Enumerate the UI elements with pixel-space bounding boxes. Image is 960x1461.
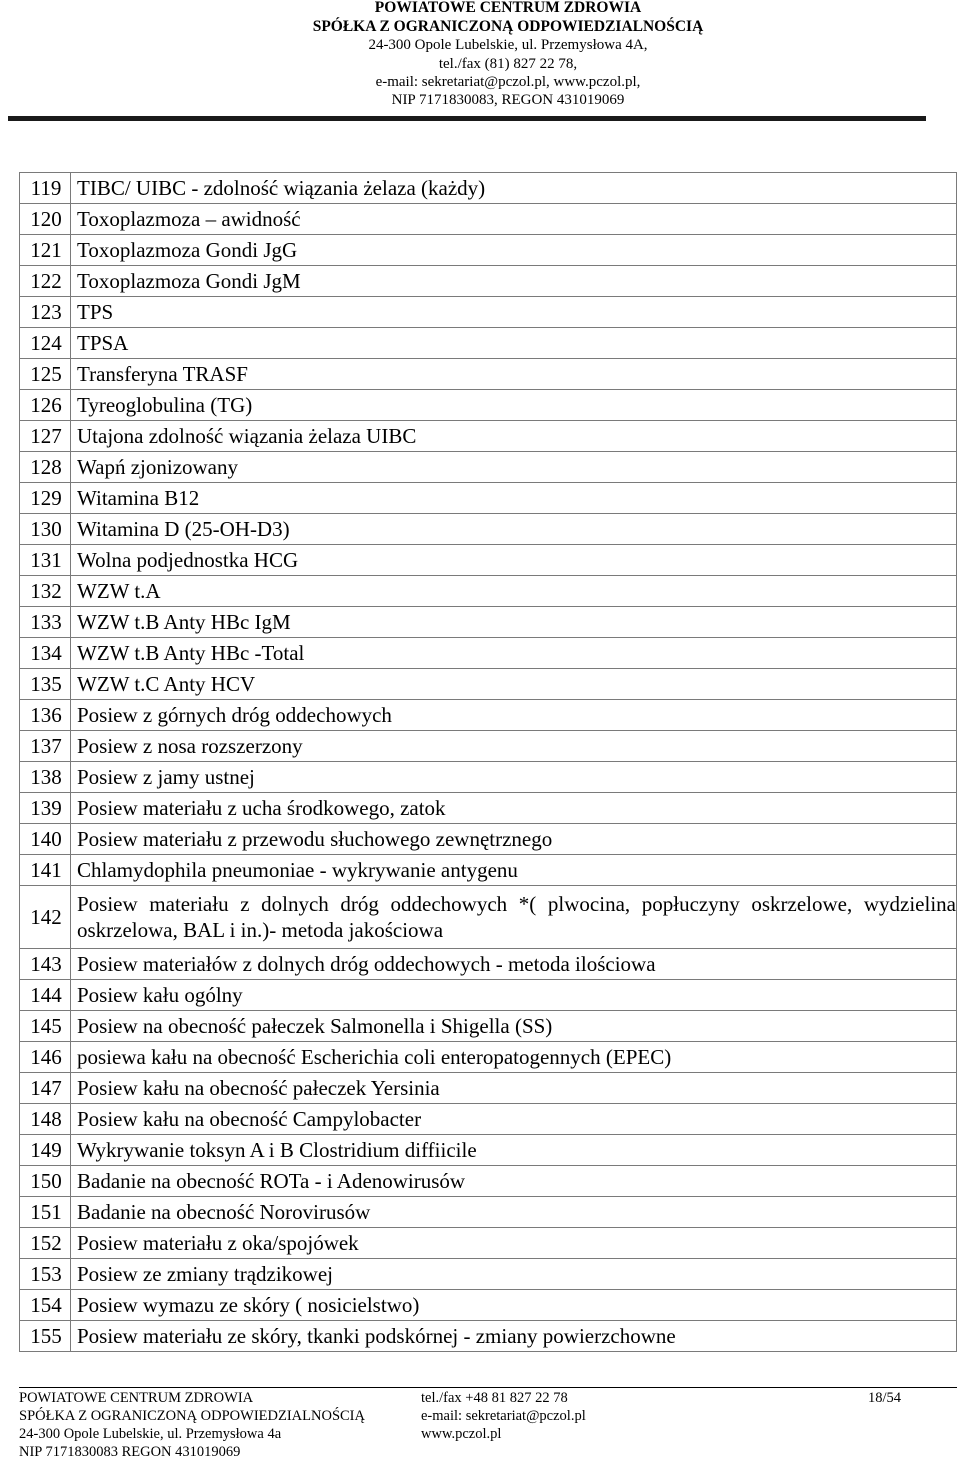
- footer-contact: [421, 1389, 586, 1443]
- item-number: 131: [20, 545, 71, 576]
- table-row: [20, 545, 957, 576]
- table-row: [20, 1011, 957, 1042]
- item-name: Posiew wymazu ze skóry ( nosicielstwo): [71, 1290, 957, 1321]
- item-name: Wykrywanie toksyn A i B Clostridium diffiicile: [71, 1135, 957, 1166]
- company-email-web: e-mail: sekretariat@pczol.pl, www.pczol.pl,: [375, 74, 641, 90]
- table-row: [20, 824, 957, 855]
- item-number: 149: [20, 1135, 71, 1166]
- item-name: Posiew kału na obecność pałeczek Yersinia: [71, 1073, 957, 1104]
- item-number: 121: [20, 235, 71, 266]
- table-row: [20, 514, 957, 545]
- item-number: 119: [20, 173, 71, 204]
- item-number: 128: [20, 452, 71, 483]
- table-row: [20, 1228, 957, 1259]
- item-number: 133: [20, 607, 71, 638]
- footer-email: e-mail: sekretariat@pczol.pl: [421, 1408, 586, 1424]
- header-divider: [8, 116, 926, 121]
- footer-divider: [19, 1387, 957, 1388]
- table-row: [20, 669, 957, 700]
- company-address: 24-300 Opole Lubelskie, ul. Przemysłowa 4A,: [368, 37, 648, 53]
- company-tax-ids: NIP 7171830083, REGON 431019069: [391, 92, 625, 108]
- item-name: Posiew materiału z oka/spojówek: [71, 1228, 957, 1259]
- item-number: 136: [20, 700, 71, 731]
- item-name: Tyreoglobulina (TG): [71, 390, 957, 421]
- table-row: [20, 1166, 957, 1197]
- item-number: 150: [20, 1166, 71, 1197]
- item-number: 138: [20, 762, 71, 793]
- item-name: Wolna podjednostka HCG: [71, 545, 957, 576]
- item-number: 126: [20, 390, 71, 421]
- table-row: [20, 855, 957, 886]
- footer-website: www.pczol.pl: [421, 1426, 502, 1442]
- item-name: Posiew kału na obecność Campylobacter: [71, 1104, 957, 1135]
- footer-company: [19, 1389, 365, 1461]
- item-name: Posiew kału ogólny: [71, 980, 957, 1011]
- item-number: 130: [20, 514, 71, 545]
- item-name: Posiew z jamy ustnej: [71, 762, 957, 793]
- table-row: [20, 731, 957, 762]
- footer-phone: tel./fax +48 81 827 22 78: [421, 1390, 568, 1406]
- item-number: 127: [20, 421, 71, 452]
- item-number: 141: [20, 855, 71, 886]
- footer-company-name: POWIATOWE CENTRUM ZDROWIA: [19, 1390, 254, 1406]
- item-name: WZW t.B Anty HBc IgM: [71, 607, 957, 638]
- item-name: Badanie na obecność Norovirusów: [71, 1197, 957, 1228]
- item-name: TIBC/ UIBC - zdolność wiązania żelaza (każdy): [71, 173, 957, 204]
- item-number: 129: [20, 483, 71, 514]
- table-row: [20, 328, 957, 359]
- item-number: 142: [20, 886, 71, 949]
- item-name: Toxoplazmoza Gondi JgM: [71, 266, 957, 297]
- company-legal-form: SPÓŁKA Z OGRANICZONĄ ODPOWIEDZIALNOŚCIĄ: [312, 18, 704, 35]
- item-name: TPS: [71, 297, 957, 328]
- table-row: [20, 793, 957, 824]
- table-row: [20, 390, 957, 421]
- footer-company-address: 24-300 Opole Lubelskie, ul. Przemysłowa 4a: [19, 1426, 282, 1442]
- table-row: [20, 638, 957, 669]
- table-row: [20, 173, 957, 204]
- item-name: Posiew materiałów z dolnych dróg oddechowych - metoda ilościowa: [71, 949, 957, 980]
- table-row: [20, 762, 957, 793]
- item-number: 154: [20, 1290, 71, 1321]
- table-row: [20, 1290, 957, 1321]
- item-number: 140: [20, 824, 71, 855]
- table-row: [20, 1073, 957, 1104]
- table-row: [20, 483, 957, 514]
- item-name: Posiew z nosa rozszerzony: [71, 731, 957, 762]
- company-phone: tel./fax (81) 827 22 78,: [438, 56, 578, 72]
- item-number: 132: [20, 576, 71, 607]
- item-name: Utajona zdolność wiązania żelaza UIBC: [71, 421, 957, 452]
- item-number: 122: [20, 266, 71, 297]
- item-name: Posiew materiału z dolnych dróg oddechowych *( plwocina, popłuczyny oskrzelowe, wydzielina oskrzelowa, BAL i in.)- metoda jakościowa: [71, 886, 957, 949]
- item-name: WZW t.C Anty HCV: [71, 669, 957, 700]
- item-number: 155: [20, 1321, 71, 1352]
- table-row: [20, 359, 957, 390]
- table-row: [20, 576, 957, 607]
- item-name: Posiew z górnych dróg oddechowych: [71, 700, 957, 731]
- item-name: Chlamydophila pneumoniae - wykrywanie antygenu: [71, 855, 957, 886]
- table-row: [20, 886, 957, 949]
- table-row: [20, 1042, 957, 1073]
- table-row: [20, 980, 957, 1011]
- item-number: 144: [20, 980, 71, 1011]
- item-name: Posiew materiału ze skóry, tkanki podskórnej - zmiany powierzchowne: [71, 1321, 957, 1352]
- company-name: POWIATOWE CENTRUM ZDROWIA: [374, 0, 642, 16]
- item-number: 125: [20, 359, 71, 390]
- table-row: [20, 1197, 957, 1228]
- item-number: 146: [20, 1042, 71, 1073]
- item-name: Witamina B12: [71, 483, 957, 514]
- table-row: [20, 266, 957, 297]
- footer-company-tax-ids: NIP 7171830083 REGON 431019069: [19, 1444, 241, 1460]
- footer-company-legal-form: SPÓŁKA Z OGRANICZONĄ ODPOWIEDZIALNOŚCIĄ: [19, 1408, 365, 1424]
- item-name: Witamina D (25-OH-D3): [71, 514, 957, 545]
- table-row: [20, 1135, 957, 1166]
- item-number: 145: [20, 1011, 71, 1042]
- item-name: WZW t.A: [71, 576, 957, 607]
- item-name: Posiew ze zmiany trądzikowej: [71, 1259, 957, 1290]
- item-name: Wapń zjonizowany: [71, 452, 957, 483]
- table-row: [20, 297, 957, 328]
- item-name: TPSA: [71, 328, 957, 359]
- item-number: 135: [20, 669, 71, 700]
- item-name: Toxoplazmoza – awidność: [71, 204, 957, 235]
- item-name: Transferyna TRASF: [71, 359, 957, 390]
- item-number: 143: [20, 949, 71, 980]
- item-number: 120: [20, 204, 71, 235]
- table-row: [20, 452, 957, 483]
- item-number: 134: [20, 638, 71, 669]
- table-row: [20, 949, 957, 980]
- table-row: [20, 607, 957, 638]
- item-number: 152: [20, 1228, 71, 1259]
- item-name: Badanie na obecność ROTa - i Adenowirusów: [71, 1166, 957, 1197]
- item-number: 137: [20, 731, 71, 762]
- page-number: 18/54: [868, 1390, 902, 1406]
- item-number: 148: [20, 1104, 71, 1135]
- table-row: [20, 700, 957, 731]
- table-row: [20, 204, 957, 235]
- item-name: Posiew na obecność pałeczek Salmonella i Shigella (SS): [71, 1011, 957, 1042]
- table-row: [20, 421, 957, 452]
- table-row: [20, 1259, 957, 1290]
- item-number: 124: [20, 328, 71, 359]
- item-number: 147: [20, 1073, 71, 1104]
- item-name: Posiew materiału z przewodu słuchowego zewnętrznego: [71, 824, 957, 855]
- item-name: posiewa kału na obecność Escherichia coli enteropatogennych (EPEC): [71, 1042, 957, 1073]
- item-number: 153: [20, 1259, 71, 1290]
- item-number: 151: [20, 1197, 71, 1228]
- table-row: [20, 1321, 957, 1352]
- table-row: [20, 235, 957, 266]
- item-number: 139: [20, 793, 71, 824]
- item-name: Posiew materiału z ucha środkowego, zatok: [71, 793, 957, 824]
- item-number: 123: [20, 297, 71, 328]
- tests-table: [19, 172, 957, 1352]
- item-name: Toxoplazmoza Gondi JgG: [71, 235, 957, 266]
- item-name: WZW t.B Anty HBc -Total: [71, 638, 957, 669]
- table-row: [20, 1104, 957, 1135]
